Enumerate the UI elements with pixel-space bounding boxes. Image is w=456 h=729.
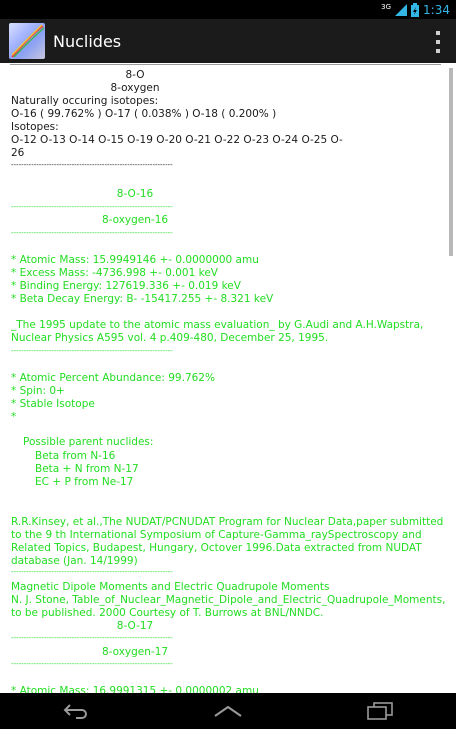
action-bar xyxy=(0,19,456,63)
reference-text: R.R.Kinsey, et al.,The NUDAT/PCNUDAT Program for Nuclear Data,paper submitted xyxy=(11,516,444,528)
navigation-bar xyxy=(0,693,456,729)
reference-text: N. J. Stone, Table_of_Nuclear_Magnetic_Dipole_and_Electric_Quadrupole_Moments, xyxy=(11,594,446,606)
reference-text: to the 9 th International Symposium of Capture-Gamma_raySpectroscopy and xyxy=(11,529,422,541)
home-icon xyxy=(213,705,243,717)
excess-mass: * Excess Mass: -4736.998 +- 0.001 keV xyxy=(11,267,218,279)
back-button[interactable] xyxy=(46,693,106,729)
reference-text: to be published. 2000 Courtesy of T. Burrows at BNL/NNDC. xyxy=(11,607,324,619)
recent-apps-button[interactable] xyxy=(350,693,410,729)
separator-line: ---------------------------------------------------------------- xyxy=(11,660,173,668)
reference-text: Related Topics, Budapest, Hungary, Octover 1996.Data extracted from NUDAT xyxy=(11,542,422,554)
overflow-menu-icon[interactable] xyxy=(434,31,442,53)
parent-nuclide-item: Beta from N-16 xyxy=(35,450,116,462)
reference-text: database (Jan. 14/1999) xyxy=(11,555,138,567)
separator-line: ---------------------------------------------------------------- xyxy=(11,347,173,355)
status-icons xyxy=(381,0,450,19)
status-bar xyxy=(0,0,456,19)
home-button[interactable] xyxy=(198,693,258,729)
atomic-mass: * Atomic Mass: 16.9991315 +- 0.0000002 amu xyxy=(11,685,259,693)
isotopes-list-cont: 26 xyxy=(11,147,25,159)
signal-icon xyxy=(395,4,407,16)
moments-heading: Magnetic Dipole Moments and Electric Quadrupole Moments xyxy=(11,581,330,593)
separator-line: ---------------------------------------------------------------- xyxy=(11,568,173,576)
separator-line: ---------------------------------------------------------------- xyxy=(11,229,173,237)
separator-line: ---------------------------------------------------------------- xyxy=(11,634,173,642)
element-name: 8-oxygen xyxy=(110,82,160,94)
isotopes-heading: Isotopes: xyxy=(11,121,59,133)
reference-text: Nuclear Physics A595 vol. 4 p.409-480, December 25, 1995. xyxy=(11,332,329,344)
recent-apps-icon xyxy=(367,702,393,720)
scrollbar[interactable] xyxy=(449,68,453,256)
app-logo-icon[interactable] xyxy=(9,23,45,59)
parent-nuclides-heading: Possible parent nuclides: xyxy=(23,436,154,448)
battery-icon xyxy=(411,3,419,17)
clock: 1:34 xyxy=(423,2,450,17)
nuclide-text-view[interactable] xyxy=(0,66,456,693)
element-symbol: 8-O xyxy=(125,69,145,81)
isotopes-list: O-12 O-13 O-14 O-15 O-19 O-20 O-21 O-22 O-23 O-24 O-25 O- xyxy=(11,134,343,146)
isotope-symbol: 8-O-17 xyxy=(116,620,154,632)
isotope-symbol: 8-O-16 xyxy=(116,188,154,200)
isotope-name: 8-oxygen-17 xyxy=(101,646,169,658)
parent-nuclide-item: Beta + N from N-17 xyxy=(35,463,139,475)
isotope-name: 8-oxygen-16 xyxy=(101,214,169,226)
binding-energy: * Binding Energy: 127619.336 +- 0.019 keV xyxy=(11,280,241,292)
abundance: * Atomic Percent Abundance: 99.762% xyxy=(11,372,215,384)
divider xyxy=(10,64,441,65)
app-title: Nuclides xyxy=(53,31,122,51)
spin: * Spin: 0+ xyxy=(11,385,65,397)
bullet: * xyxy=(11,411,17,423)
separator-line: ---------------------------------------------------------------- xyxy=(11,203,173,211)
atomic-mass: * Atomic Mass: 15.9949146 +- 0.0000000 amu xyxy=(11,254,259,266)
parent-nuclide-item: EC + P from Ne-17 xyxy=(35,476,134,488)
beta-decay-energy: * Beta Decay Energy: B- -15417.255 +- 8.321 keV xyxy=(11,293,274,305)
stability: * Stable Isotope xyxy=(11,398,95,410)
back-icon xyxy=(62,703,90,719)
network-type-label: 3G xyxy=(381,2,392,11)
natural-isotopes-heading: Naturally occuring isotopes: xyxy=(11,95,159,107)
natural-isotopes-list: O-16 ( 99.762% ) O-17 ( 0.038% ) O-18 ( 0.200% ) xyxy=(11,108,277,120)
separator-line: ---------------------------------------------------------------- xyxy=(11,161,173,169)
reference-text: _The 1995 update to the atomic mass evaluation_ by G.Audi and A.H.Wapstra, xyxy=(11,319,424,331)
